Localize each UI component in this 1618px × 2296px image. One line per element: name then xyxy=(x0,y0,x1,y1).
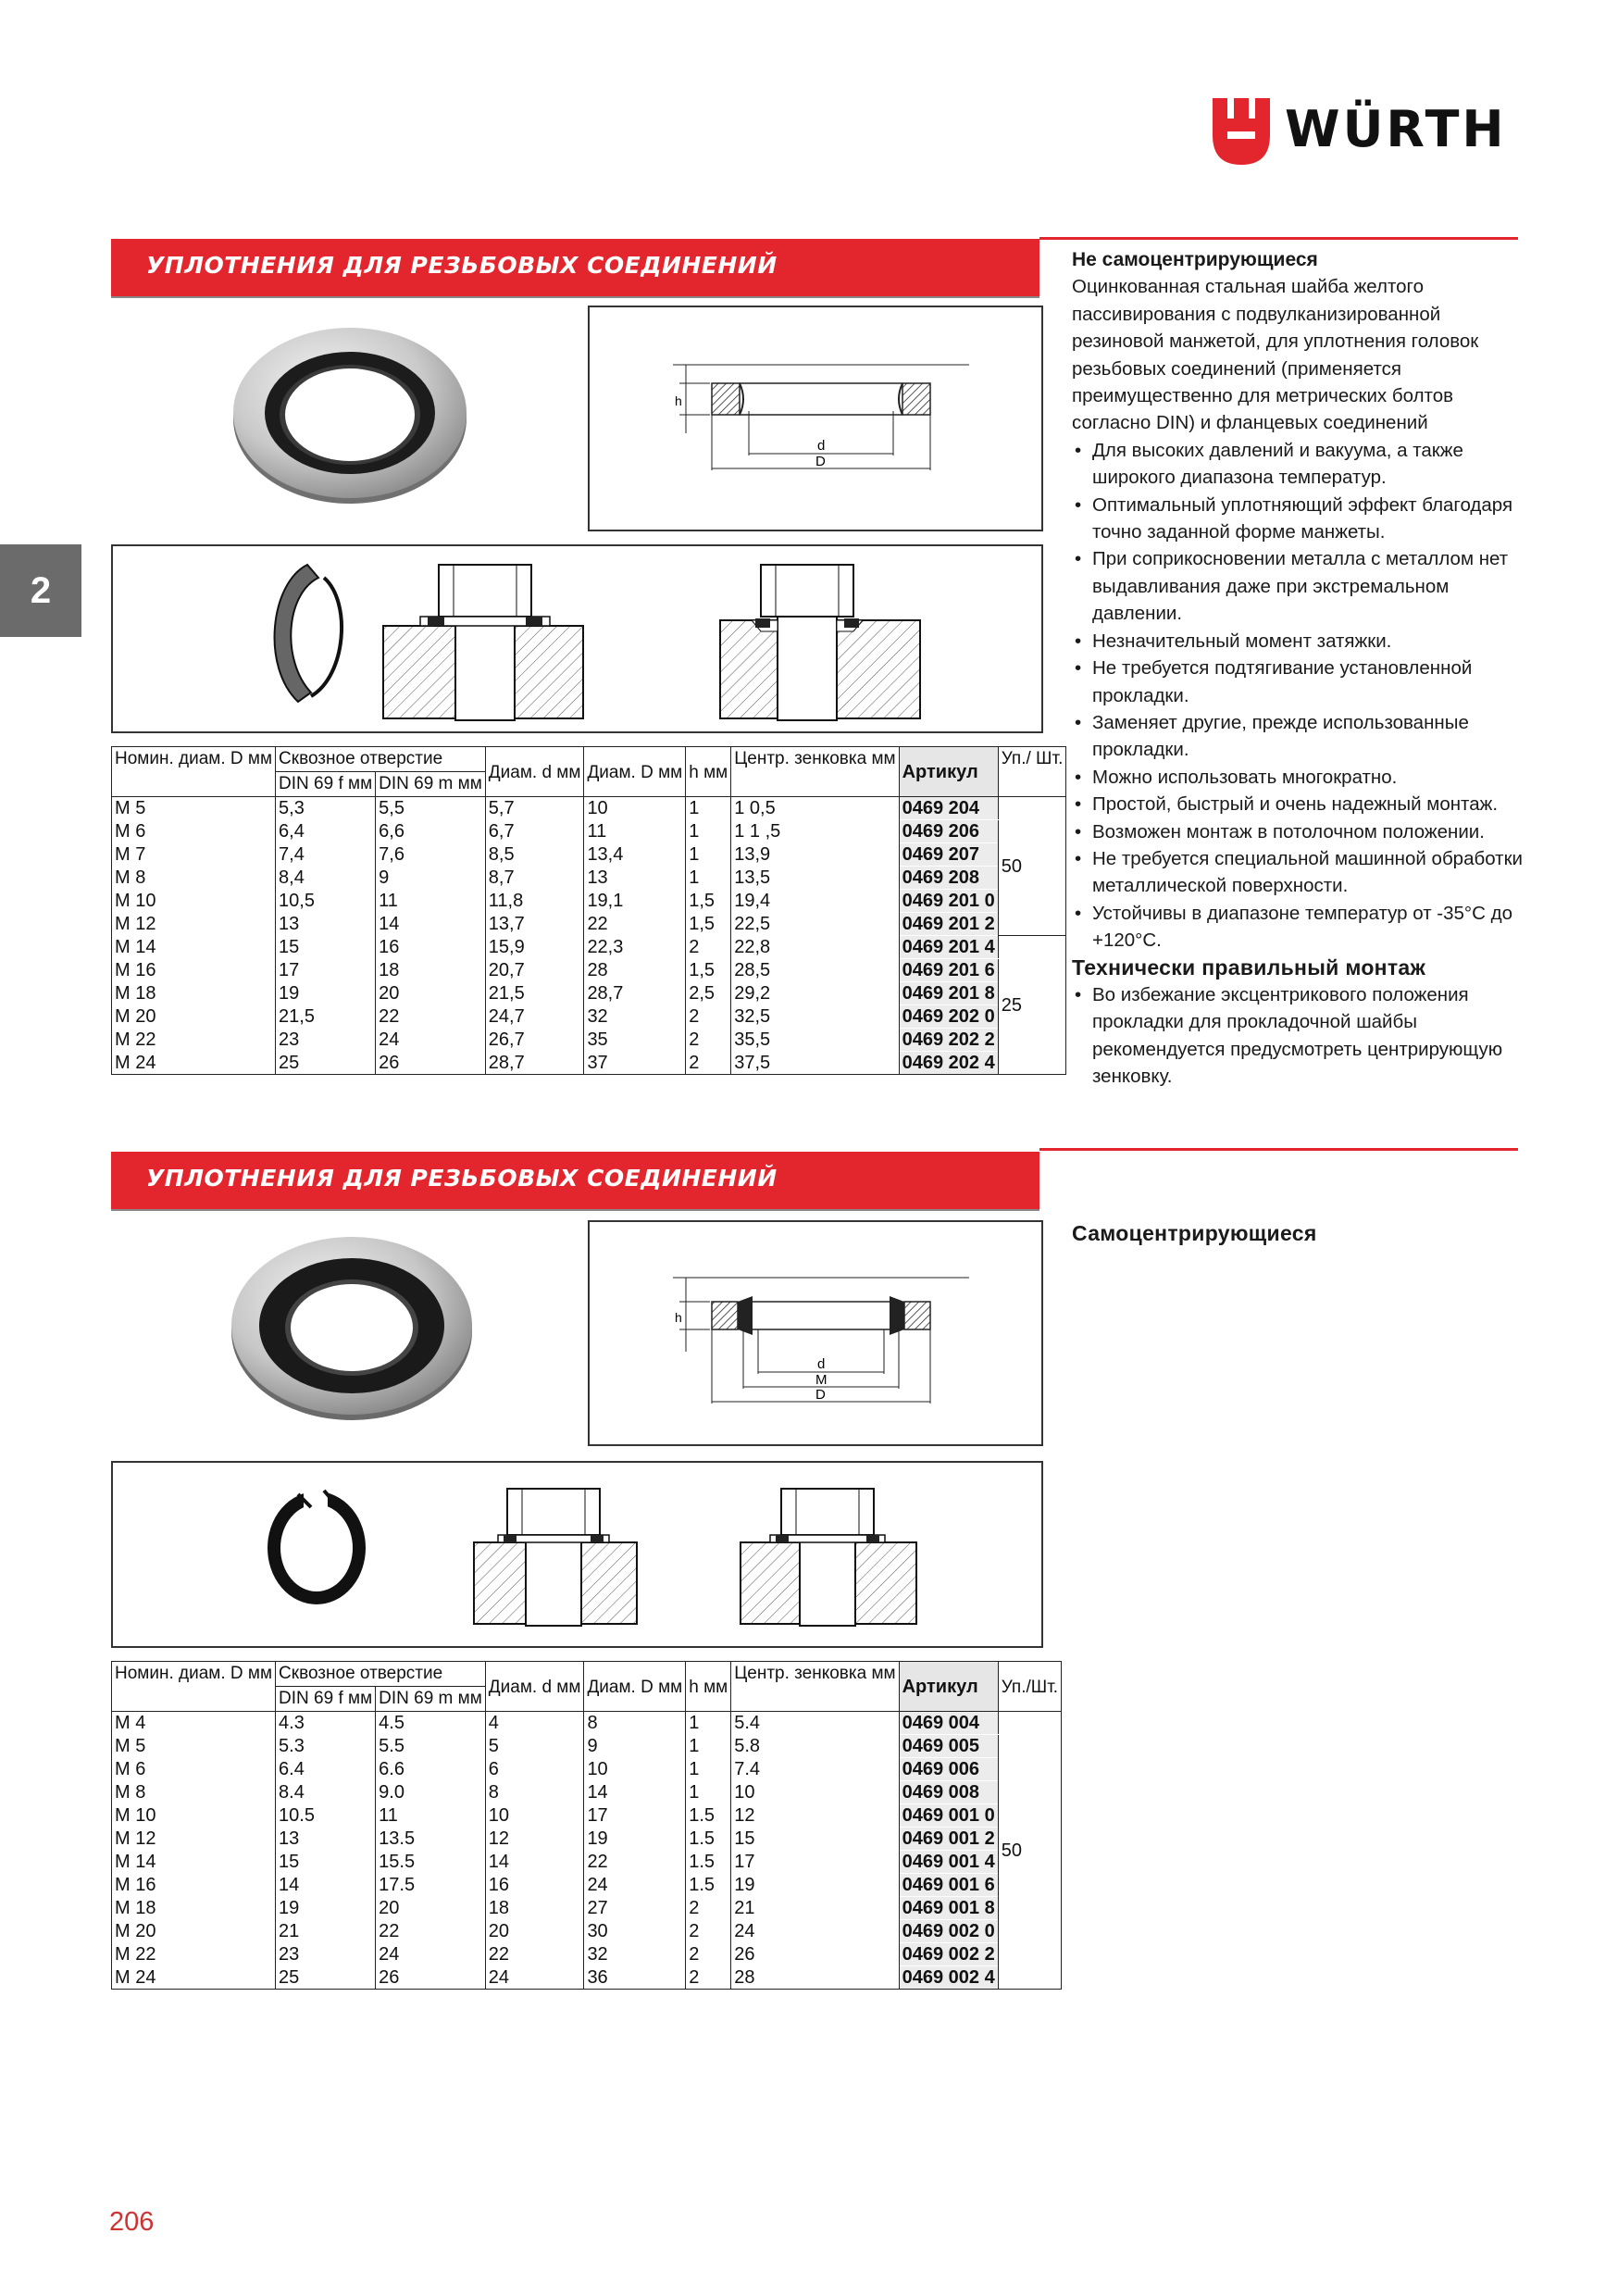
table-cell: 1,5 xyxy=(686,959,731,982)
table-cell: M 6 xyxy=(112,1758,276,1781)
table-cell: 11,8 xyxy=(485,890,584,913)
table-cell: 16 xyxy=(485,1874,584,1897)
table-cell: 13 xyxy=(584,867,686,890)
table-cell: 15 xyxy=(276,1851,376,1874)
th-d: Диам. d мм xyxy=(485,747,584,797)
table-cell: M 10 xyxy=(112,1804,276,1828)
table-cell: 6,6 xyxy=(376,820,486,843)
table-cell: 1 xyxy=(686,1758,731,1781)
table-cell: 13 xyxy=(276,913,376,936)
table-row xyxy=(112,867,1066,890)
washer-photo xyxy=(230,322,470,507)
th2-D: Диам. D мм xyxy=(584,1662,686,1712)
table-cell: 36 xyxy=(584,1966,686,1990)
section-1-spec-table xyxy=(111,746,1066,1075)
table-cell: 24,7 xyxy=(485,1005,584,1029)
table-cell: 2 xyxy=(686,1005,731,1029)
table-cell: 35,5 xyxy=(731,1029,899,1052)
table-cell: M 12 xyxy=(112,913,276,936)
table-cell: 1 xyxy=(686,1781,731,1804)
table-cell: 5.8 xyxy=(731,1735,899,1758)
dim2-label-D: D xyxy=(815,1387,826,1403)
table-cell: 11 xyxy=(584,820,686,843)
bullet-item: • Заменяет другие, прежде использованные прокладки. xyxy=(1072,709,1531,764)
table-cell: 11 xyxy=(376,890,486,913)
table-cell: 13.5 xyxy=(376,1828,486,1851)
table-cell: 10.5 xyxy=(276,1804,376,1828)
table-row xyxy=(112,1781,1062,1804)
table-cell: 10 xyxy=(485,1804,584,1828)
table-cell: 26,7 xyxy=(485,1029,584,1052)
table-row xyxy=(112,1828,1062,1851)
table-cell: M 10 xyxy=(112,890,276,913)
table-cell: 18 xyxy=(376,959,486,982)
th-nom: Номин. диам. D мм xyxy=(112,747,276,797)
table-cell: 24 xyxy=(731,1920,899,1943)
table-cell: 22 xyxy=(376,1920,486,1943)
table-cell: 6 xyxy=(485,1758,584,1781)
table-cell: 6.6 xyxy=(376,1758,486,1781)
table-cell: 1,5 xyxy=(686,913,731,936)
article-number: 0469 208 xyxy=(899,867,998,890)
table-cell: 1 xyxy=(686,1735,731,1758)
th2-pack: Уп./Шт. xyxy=(998,1662,1061,1712)
article-number: 0469 001 0 xyxy=(899,1804,998,1828)
table-cell: 21,5 xyxy=(276,1005,376,1029)
table-cell: 1 xyxy=(686,797,731,820)
table-cell: 5,5 xyxy=(376,797,486,820)
table-cell: 19,1 xyxy=(584,890,686,913)
article-number: 0469 001 8 xyxy=(899,1897,998,1920)
table-row xyxy=(112,913,1066,936)
table-cell: 13 xyxy=(276,1828,376,1851)
article-number: 0469 002 4 xyxy=(899,1966,998,1990)
section-1-description xyxy=(1072,246,1531,1091)
table-cell: 1.5 xyxy=(686,1828,731,1851)
section-1-mounting-notes xyxy=(1072,981,1531,1091)
table-cell: 15 xyxy=(276,936,376,959)
table-cell: 16 xyxy=(376,936,486,959)
table-cell: 24 xyxy=(584,1874,686,1897)
section-2-description xyxy=(1072,1220,1531,1247)
article-number: 0469 207 xyxy=(899,843,998,867)
bullet-item: • Устойчивы в диапазоне температур от -35°C до +120°C. xyxy=(1072,900,1531,955)
table-cell: 22 xyxy=(376,1005,486,1029)
table-cell: 19 xyxy=(731,1874,899,1897)
table-cell: 1 xyxy=(686,820,731,843)
table-cell: 26 xyxy=(376,1052,486,1075)
table-cell: 17 xyxy=(584,1804,686,1828)
table-cell: 1.5 xyxy=(686,1804,731,1828)
table-cell: 2,5 xyxy=(686,982,731,1005)
table-cell: 20 xyxy=(485,1920,584,1943)
table-cell: 1,5 xyxy=(686,890,731,913)
table-cell: M 18 xyxy=(112,1897,276,1920)
table-row xyxy=(112,1735,1062,1758)
th-din-f: DIN 69 f мм xyxy=(276,772,376,797)
pack-quantity: 50 xyxy=(998,1712,1061,1990)
table-cell: 28,7 xyxy=(485,1052,584,1075)
article-number: 0469 002 0 xyxy=(899,1920,998,1943)
table-cell: 32 xyxy=(584,1005,686,1029)
table-cell: M 4 xyxy=(112,1712,276,1735)
th2-nom: Номин. диам. D мм xyxy=(112,1662,276,1712)
dim2-label-d: d xyxy=(817,1356,826,1372)
table-cell: 24 xyxy=(376,1943,486,1966)
table-cell: 19 xyxy=(276,982,376,1005)
table-cell: 7,6 xyxy=(376,843,486,867)
article-number: 0469 201 4 xyxy=(899,936,998,959)
table-cell: 7.4 xyxy=(731,1758,899,1781)
table-cell: 20,7 xyxy=(485,959,584,982)
table-cell: 22,3 xyxy=(584,936,686,959)
table-row xyxy=(112,1804,1062,1828)
table-cell: 22,8 xyxy=(731,936,899,959)
table-row xyxy=(112,1758,1062,1781)
table-cell: 17 xyxy=(276,959,376,982)
article-number: 0469 201 6 xyxy=(899,959,998,982)
table-cell: 17 xyxy=(731,1851,899,1874)
wurth-logo-icon xyxy=(1213,98,1270,165)
table-cell: 17.5 xyxy=(376,1874,486,1897)
bullet-item: • Во избежание эксцентрикового положения прокладки для прокладочной шайбы рекомендуется предусмотреть центрирующую зенковку. xyxy=(1072,981,1531,1091)
dim-label-D: D xyxy=(815,454,826,469)
article-number: 0469 204 xyxy=(899,797,998,820)
table-cell: 5.3 xyxy=(276,1735,376,1758)
table-row xyxy=(112,1897,1062,1920)
section-1-installation-drawing xyxy=(111,544,1043,733)
table-cell: 22,5 xyxy=(731,913,899,936)
th-through: Сквозное отверстие xyxy=(276,747,486,772)
th2-h: h мм xyxy=(686,1662,731,1712)
table-cell: 8,5 xyxy=(485,843,584,867)
th2-article: Артикул xyxy=(899,1662,998,1712)
th-pack: Уп./ Шт. xyxy=(998,747,1066,797)
dim2-label-h: h xyxy=(675,1310,682,1325)
article-number: 0469 008 xyxy=(899,1781,998,1804)
table-cell: 14 xyxy=(376,913,486,936)
table-cell: 2 xyxy=(686,1052,731,1075)
article-number: 0469 202 4 xyxy=(899,1052,998,1075)
article-number: 0469 201 8 xyxy=(899,982,998,1005)
table-row xyxy=(112,890,1066,913)
th-centr: Центр. зенковка мм xyxy=(731,747,899,797)
table-cell: 10 xyxy=(584,797,686,820)
section-2-spec-table xyxy=(111,1661,1062,1990)
th2-through: Сквозное отверстие xyxy=(276,1662,486,1687)
table-cell: 1 xyxy=(686,843,731,867)
table-cell: M 8 xyxy=(112,867,276,890)
section-1-dimension-drawing xyxy=(588,306,1043,531)
table-cell: 5.5 xyxy=(376,1735,486,1758)
pack-quantity: 25 xyxy=(998,936,1066,1075)
table-cell: M 14 xyxy=(112,936,276,959)
table-cell: M 16 xyxy=(112,1874,276,1897)
table-cell: 2 xyxy=(686,936,731,959)
table-cell: 14 xyxy=(485,1851,584,1874)
table-cell: 4.5 xyxy=(376,1712,486,1735)
table-cell: 6,4 xyxy=(276,820,376,843)
article-number: 0469 001 6 xyxy=(899,1874,998,1897)
table-cell: 2 xyxy=(686,1943,731,1966)
article-number: 0469 201 0 xyxy=(899,890,998,913)
table-cell: 1.5 xyxy=(686,1874,731,1897)
table-cell: M 5 xyxy=(112,797,276,820)
table-cell: 29,2 xyxy=(731,982,899,1005)
article-number: 0469 001 4 xyxy=(899,1851,998,1874)
table-cell: 10,5 xyxy=(276,890,376,913)
table-row xyxy=(112,820,1066,843)
article-number: 0469 202 2 xyxy=(899,1029,998,1052)
table-row xyxy=(112,1029,1066,1052)
section-1-subheading: Технически правильный монтаж xyxy=(1072,955,1426,980)
table-cell: 15,9 xyxy=(485,936,584,959)
table-cell: 22 xyxy=(584,1851,686,1874)
table-cell: M 20 xyxy=(112,1005,276,1029)
table-row xyxy=(112,1851,1062,1874)
table-cell: 26 xyxy=(376,1966,486,1990)
table-cell: M 16 xyxy=(112,959,276,982)
table-cell: 24 xyxy=(376,1029,486,1052)
table-cell: 14 xyxy=(584,1781,686,1804)
table-cell: 12 xyxy=(731,1804,899,1828)
th-h: h мм xyxy=(686,747,731,797)
th-D: Диам. D мм xyxy=(584,747,686,797)
table-cell: 8.4 xyxy=(276,1781,376,1804)
table-cell: 2 xyxy=(686,1029,731,1052)
table-cell: 10 xyxy=(584,1758,686,1781)
article-number: 0469 002 2 xyxy=(899,1943,998,1966)
table-cell: 35 xyxy=(584,1029,686,1052)
table-cell: 1 xyxy=(686,867,731,890)
table-cell: 37 xyxy=(584,1052,686,1075)
article-number: 0469 206 xyxy=(899,820,998,843)
table-row xyxy=(112,936,1066,959)
table-cell: M 6 xyxy=(112,820,276,843)
table-cell: 1 1 ,5 xyxy=(731,820,899,843)
table-cell: 28,5 xyxy=(731,959,899,982)
table-cell: M 8 xyxy=(112,1781,276,1804)
washer-photo-2 xyxy=(228,1228,476,1424)
table-cell: 1.5 xyxy=(686,1851,731,1874)
dim-label-h: h xyxy=(675,393,682,408)
table-cell: 23 xyxy=(276,1029,376,1052)
table-row xyxy=(112,1943,1062,1966)
table-cell: 13,9 xyxy=(731,843,899,867)
article-number: 0469 202 0 xyxy=(899,1005,998,1029)
table-cell: 19 xyxy=(584,1828,686,1851)
table-cell: M 22 xyxy=(112,1029,276,1052)
table-cell: 24 xyxy=(485,1966,584,1990)
article-number: 0469 004 xyxy=(899,1712,998,1735)
table-cell: 15.5 xyxy=(376,1851,486,1874)
section-2-dimension-drawing xyxy=(588,1220,1043,1446)
bullet-item: • Для высоких давлений и вакуума, а также широкого диапазона температур. xyxy=(1072,437,1531,492)
section-2-banner xyxy=(111,1152,1039,1209)
table-cell: 4.3 xyxy=(276,1712,376,1735)
section-1-description-text: Оцинкованная стальная шайба желтого пассивирования с подвулканизированной резиновой манжетой, для уплотнения головок резьбовых соединений (применяется преимущественно для метрических болтов согласно DIN) и фланцевых соединений xyxy=(1072,276,1479,434)
table-row xyxy=(112,843,1066,867)
brand-name: WÜRTH xyxy=(1285,100,1507,158)
bullet-item: • Простой, быстрый и очень надежный монтаж. xyxy=(1072,791,1531,817)
section-1-subtitle: Не самоцентрирующиеся xyxy=(1072,249,1318,270)
table-cell: 10 xyxy=(731,1781,899,1804)
chapter-tab: 2 xyxy=(0,544,81,637)
table-row xyxy=(112,959,1066,982)
table-cell: M 18 xyxy=(112,982,276,1005)
table-row xyxy=(112,1052,1066,1075)
table-cell: 28 xyxy=(584,959,686,982)
table-cell: 32 xyxy=(584,1943,686,1966)
article-number: 0469 001 2 xyxy=(899,1828,998,1851)
table-cell: 8 xyxy=(584,1712,686,1735)
table-cell: M 22 xyxy=(112,1943,276,1966)
table-cell: 27 xyxy=(584,1897,686,1920)
table-cell: 6.4 xyxy=(276,1758,376,1781)
table-cell: M 20 xyxy=(112,1920,276,1943)
section-2-underline xyxy=(111,1209,1039,1211)
table-cell: 5 xyxy=(485,1735,584,1758)
table-cell: 32,5 xyxy=(731,1005,899,1029)
article-number: 0469 006 xyxy=(899,1758,998,1781)
table-cell: 20 xyxy=(376,982,486,1005)
table-cell: 19,4 xyxy=(731,890,899,913)
table-cell: M 24 xyxy=(112,1966,276,1990)
table-cell: 7,4 xyxy=(276,843,376,867)
table-cell: 21 xyxy=(276,1920,376,1943)
th2-din-f: DIN 69 f мм xyxy=(276,1687,376,1712)
table-cell: 19 xyxy=(276,1897,376,1920)
table-cell: 21,5 xyxy=(485,982,584,1005)
table-cell: 22 xyxy=(485,1943,584,1966)
table-cell: 2 xyxy=(686,1897,731,1920)
table-cell: 6,7 xyxy=(485,820,584,843)
section-1-banner xyxy=(111,239,1039,296)
table-cell: 9 xyxy=(376,867,486,890)
table-cell: 18 xyxy=(485,1897,584,1920)
section-2-banner-title: УПЛОТНЕНИЯ ДЛЯ РЕЗЬБОВЫХ СОЕДИНЕНИЙ xyxy=(146,1165,778,1192)
table-cell: 25 xyxy=(276,1966,376,1990)
section-2-rule xyxy=(1039,1148,1518,1151)
section-1-rule xyxy=(1039,237,1518,240)
table-cell: 1 xyxy=(686,1712,731,1735)
table-row xyxy=(112,1005,1066,1029)
table-cell: 8 xyxy=(485,1781,584,1804)
table-cell: 13,7 xyxy=(485,913,584,936)
table-cell: 13,4 xyxy=(584,843,686,867)
th2-centr: Центр. зенковка мм xyxy=(731,1662,899,1712)
bullet-item: • Возможен монтаж в потолочном положении. xyxy=(1072,818,1531,845)
table-cell: M 24 xyxy=(112,1052,276,1075)
table-cell: 5,7 xyxy=(485,797,584,820)
pack-quantity: 50 xyxy=(998,797,1066,936)
article-number: 0469 201 2 xyxy=(899,913,998,936)
table-cell: 2 xyxy=(686,1920,731,1943)
th2-din-m: DIN 69 m мм xyxy=(376,1687,486,1712)
bullet-item: • Незначительный момент затяжки. xyxy=(1072,628,1531,655)
table-cell: 28,7 xyxy=(584,982,686,1005)
table-cell: 37,5 xyxy=(731,1052,899,1075)
table-cell: 23 xyxy=(276,1943,376,1966)
section-2-subtitle: Самоцентрирующиеся xyxy=(1072,1221,1317,1245)
table-row xyxy=(112,1920,1062,1943)
table-cell: M 14 xyxy=(112,1851,276,1874)
table-cell: 8,7 xyxy=(485,867,584,890)
bullet-item: • Не требуется подтягивание установленной прокладки. xyxy=(1072,655,1531,709)
table-cell: 11 xyxy=(376,1804,486,1828)
table-cell: M 12 xyxy=(112,1828,276,1851)
section-2-installation-drawing xyxy=(111,1461,1043,1648)
table-cell: 15 xyxy=(731,1828,899,1851)
table-cell: 9 xyxy=(584,1735,686,1758)
table-cell: 12 xyxy=(485,1828,584,1851)
table-cell: 25 xyxy=(276,1052,376,1075)
table-cell: 14 xyxy=(276,1874,376,1897)
table-cell: 4 xyxy=(485,1712,584,1735)
dim-label-d: d xyxy=(817,438,826,454)
table-row xyxy=(112,797,1066,820)
bullet-item: • При соприкосновении металла с металлом нет выдавливания даже при экстремальном давлении. xyxy=(1072,545,1531,627)
th-din-m: DIN 69 m мм xyxy=(376,772,486,797)
table-cell: 22 xyxy=(584,913,686,936)
section-1-banner-title: УПЛОТНЕНИЯ ДЛЯ РЕЗЬБОВЫХ СОЕДИНЕНИЙ xyxy=(146,252,778,279)
section-1-features xyxy=(1072,437,1531,955)
table-cell: 30 xyxy=(584,1920,686,1943)
section-1-underline xyxy=(111,296,1039,298)
table-cell: M 7 xyxy=(112,843,276,867)
table-cell: 20 xyxy=(376,1897,486,1920)
table-cell: 28 xyxy=(731,1966,899,1990)
bullet-item: • Оптимальный уплотняющий эффект благодаря точно заданной форме манжеты. xyxy=(1072,492,1531,546)
table-cell: 26 xyxy=(731,1943,899,1966)
table-cell: 2 xyxy=(686,1966,731,1990)
table-row xyxy=(112,982,1066,1005)
th-article: Артикул xyxy=(899,747,998,797)
bullet-item: • Не требуется специальной машинной обработки металлической поверхности. xyxy=(1072,845,1531,900)
table-row xyxy=(112,1874,1062,1897)
page-number: 206 xyxy=(109,2207,155,2237)
table-cell: 9.0 xyxy=(376,1781,486,1804)
table-row xyxy=(112,1966,1062,1990)
table-cell: 21 xyxy=(731,1897,899,1920)
table-cell: 5.4 xyxy=(731,1712,899,1735)
table-cell: M 5 xyxy=(112,1735,276,1758)
table-cell: 8,4 xyxy=(276,867,376,890)
th2-d: Диам. d мм xyxy=(485,1662,584,1712)
table-cell: 1 0,5 xyxy=(731,797,899,820)
dim2-label-M: M xyxy=(815,1372,828,1388)
table-cell: 5,3 xyxy=(276,797,376,820)
table-cell: 13,5 xyxy=(731,867,899,890)
table-row xyxy=(112,1712,1062,1735)
bullet-item: • Можно использовать многократно. xyxy=(1072,764,1531,791)
article-number: 0469 005 xyxy=(899,1735,998,1758)
